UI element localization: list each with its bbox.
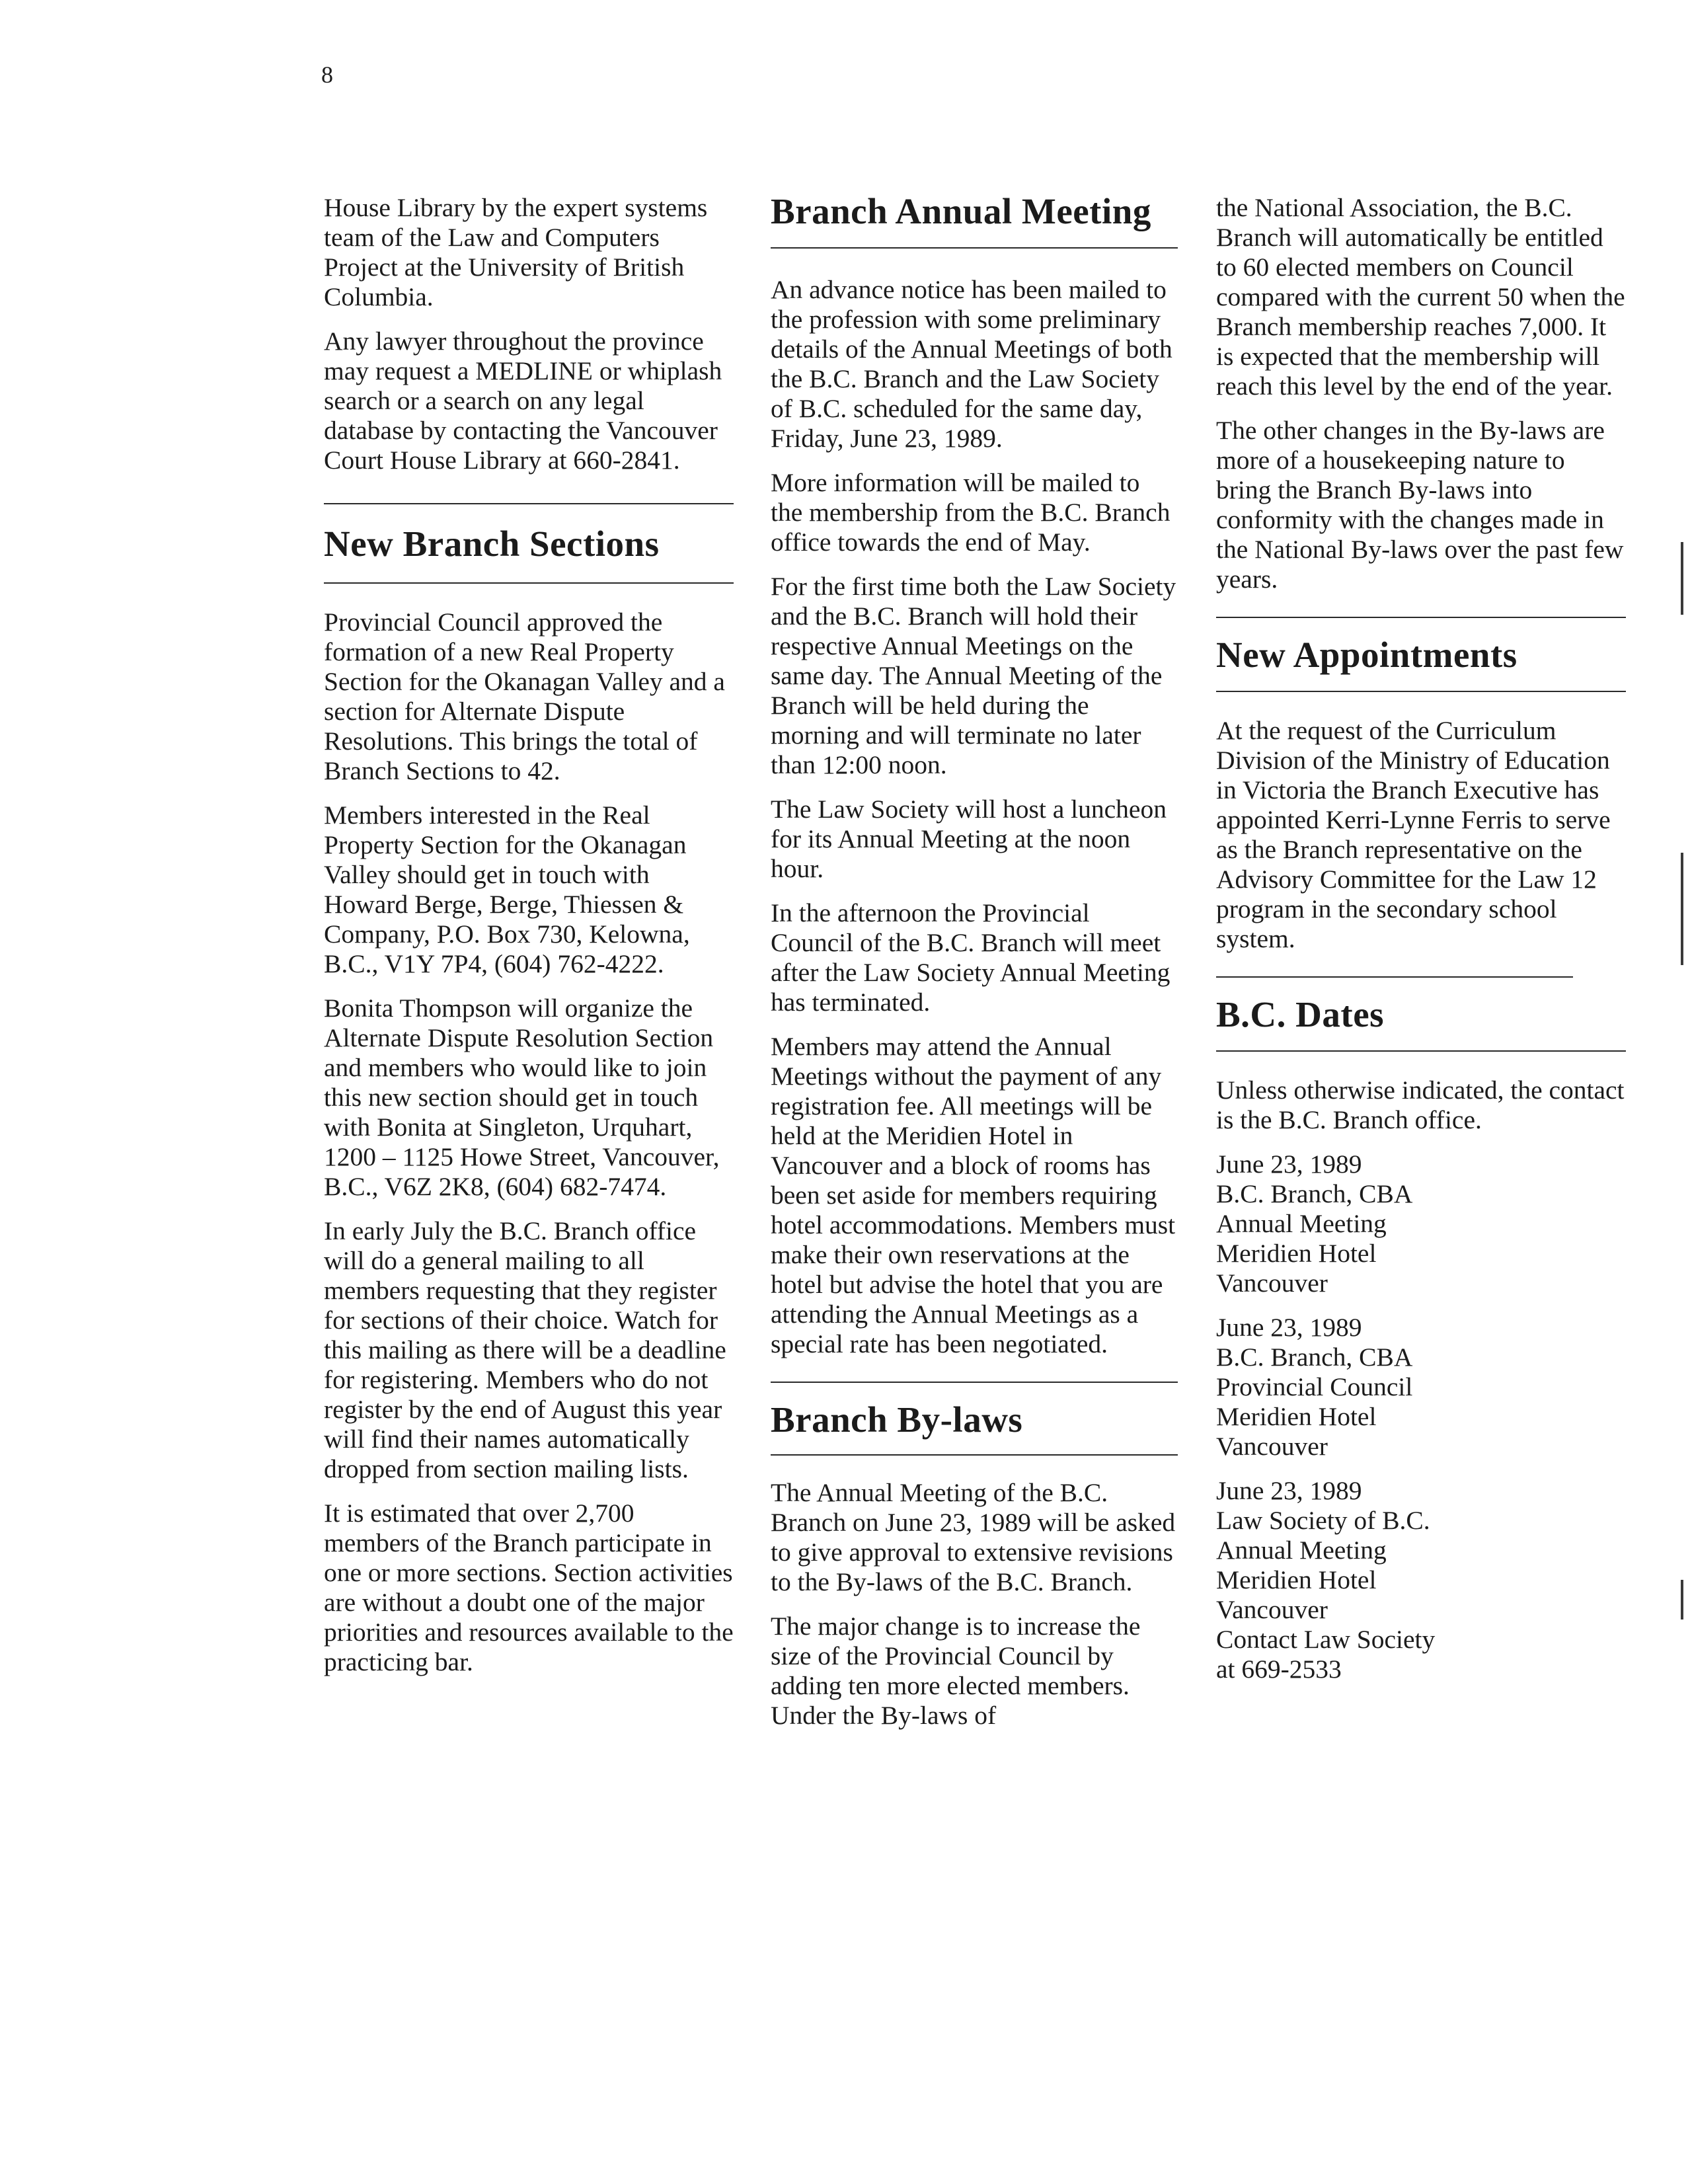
- event-name: Annual Meeting: [1216, 1209, 1387, 1238]
- scan-edge-mark: [1681, 542, 1683, 615]
- paragraph: Unless otherwise indicated, the contact is the B.C. Branch office.: [1216, 1075, 1625, 1134]
- section-heading: New Branch Sections: [324, 524, 660, 564]
- event-city: Vancouver: [1216, 1595, 1328, 1624]
- section-new-branch-sections: [324, 503, 734, 1677]
- event-date: June 23, 1989: [1216, 1313, 1362, 1342]
- event-city: Vancouver: [1216, 1432, 1328, 1461]
- paragraph: Provincial Council approved the formation of a new Real Property Section for the Okanagan Valley and a section for Alternate Dispute Resolutions. This brings the total of Branch Sections to 42.: [324, 607, 725, 785]
- scan-edge-mark: [1681, 853, 1683, 965]
- event-date: June 23, 1989: [1216, 1476, 1362, 1505]
- divider: [771, 1454, 1178, 1456]
- section-branch-bylaws: [771, 1382, 1178, 1731]
- section-new-appointments: [1216, 617, 1626, 954]
- section-branch-annual-meeting: [771, 193, 1178, 1359]
- paragraph: The major change is to increase the size of the Provincial Council by adding ten more elected members. Under the By-laws of: [771, 1612, 1141, 1730]
- event-date: June 23, 1989: [1216, 1150, 1362, 1179]
- paragraph: An advance notice has been mailed to the profession with some preliminary details of the Annual Meetings of both the B.C. Branch and the Law Society of B.C. scheduled for the same day, Friday, June 23, 1989.: [771, 275, 1172, 453]
- paragraph: The Law Society will host a luncheon for its Annual Meeting at the noon hour.: [771, 795, 1167, 883]
- paragraph: In the afternoon the Provincial Council of the B.C. Branch will meet after the Law Society Annual Meeting has terminated.: [771, 898, 1171, 1017]
- event-name: Provincial Council: [1216, 1372, 1413, 1401]
- event-organization: Law Society of B.C.: [1216, 1506, 1430, 1535]
- divider: [1216, 617, 1626, 618]
- section-heading: New Appointments: [1216, 635, 1517, 675]
- section-heading: Branch Annual Meeting: [771, 191, 1151, 231]
- section-bc-dates: [1216, 976, 1626, 1684]
- paragraph: More information will be mailed to the membership from the B.C. Branch office towards the end of May.: [771, 468, 1171, 557]
- section-heading: B.C. Dates: [1216, 994, 1385, 1034]
- event-venue: Meridien Hotel: [1216, 1565, 1377, 1594]
- event-venue: Meridien Hotel: [1216, 1402, 1377, 1431]
- divider: [1216, 1050, 1626, 1052]
- divider: [771, 247, 1178, 249]
- event-name: Annual Meeting: [1216, 1536, 1387, 1565]
- event-city: Vancouver: [1216, 1268, 1328, 1298]
- column-1: [324, 193, 734, 1692]
- paragraph: Any lawyer throughout the province may request a MEDLINE or whiplash search or a search on any legal database by contacting the Vancouver Court House Library at 660-2841.: [324, 327, 722, 475]
- paragraph: It is estimated that over 2,700 members of the Branch participate in one or more sections. Section activities are without a doubt one of the major priorities and resources available to the practicing bar.: [324, 1499, 734, 1676]
- paragraph: The other changes in the By-laws are more of a housekeeping nature to bring the Branch By-laws into conformity with the changes made in the National By-laws over the past few years.: [1216, 416, 1624, 594]
- paragraph: The Annual Meeting of the B.C. Branch on June 23, 1989 will be asked to give approval to extensive revisions to the By-laws of the B.C. Branch.: [771, 1478, 1176, 1596]
- column-3: [1216, 193, 1626, 1699]
- divider: [1216, 691, 1626, 692]
- column-2: [771, 193, 1178, 1745]
- event-organization: B.C. Branch, CBA: [1216, 1343, 1413, 1372]
- divider: [1216, 976, 1573, 978]
- page-number: 8: [321, 61, 333, 88]
- event-organization: B.C. Branch, CBA: [1216, 1179, 1413, 1208]
- paragraph: For the first time both the Law Society and the B.C. Branch will hold their respective Annual Meetings on the same day. The Annual Meeting of the Branch will be held during the morning and will terminate no later than 12:00 noon.: [771, 572, 1176, 779]
- event-venue: Meridien Hotel: [1216, 1239, 1377, 1268]
- paragraph: At the request of the Curriculum Division of the Ministry of Education in Victoria the Branch Executive has appointed Kerri-Lynne Ferris to serve as the Branch representative on the Advisory Committee for the Law 12 program in the secondary school system.: [1216, 716, 1611, 953]
- date-entry: [1216, 1476, 1626, 1684]
- paragraph: Bonita Thompson will organize the Alternate Dispute Resolution Section and members who would like to join this new section should get in touch with Bonita at Singleton, Urquhart, 1200 – 1125 Howe Street, Vancouver, B.C., V6Z 2K8, (604) 682-7474.: [324, 994, 720, 1201]
- event-contact-phone: at 669-2533: [1216, 1655, 1342, 1684]
- paragraph: the National Association, the B.C. Branch will automatically be entitled to 60 elected members on Council compared with the current 50 when the Branch membership reaches 7,000. It is expected that the membership will reach this level by the end of the year.: [1216, 193, 1625, 401]
- scan-edge-mark: [1681, 1580, 1683, 1619]
- paragraph: House Library by the expert systems team of the Law and Computers Project at the University of British Columbia.: [324, 193, 708, 311]
- paragraph: In early July the B.C. Branch office will do a general mailing to all members requesting that they register for sections of their choice. Watch for this mailing as there will be a deadline for registering. Members who do not register by the end of August this year will find their names automatically dropped from section mailing lists.: [324, 1216, 726, 1483]
- event-contact: Contact Law Society: [1216, 1625, 1436, 1654]
- divider: [324, 582, 734, 584]
- section-heading: Branch By-laws: [771, 1399, 1023, 1440]
- date-entry: [1216, 1313, 1626, 1462]
- paragraph: Members may attend the Annual Meetings without the payment of any registration fee. All meetings will be held at the Meridien Hotel in Vancouver and a block of rooms has been set aside for members requiring hotel accommodations. Members must make their own reservations at the hotel but advise the hotel that you are attending the Annual Meetings as a special rate has been negotiated.: [771, 1032, 1176, 1358]
- divider: [771, 1382, 1178, 1383]
- paragraph: Members interested in the Real Property Section for the Okanagan Valley should get in touch with Howard Berge, Berge, Thiessen & Company, P.O. Box 730, Kelowna, B.C., V1Y 7P4, (604) 762-4222.: [324, 800, 690, 978]
- divider: [324, 503, 734, 504]
- date-entry: [1216, 1150, 1626, 1298]
